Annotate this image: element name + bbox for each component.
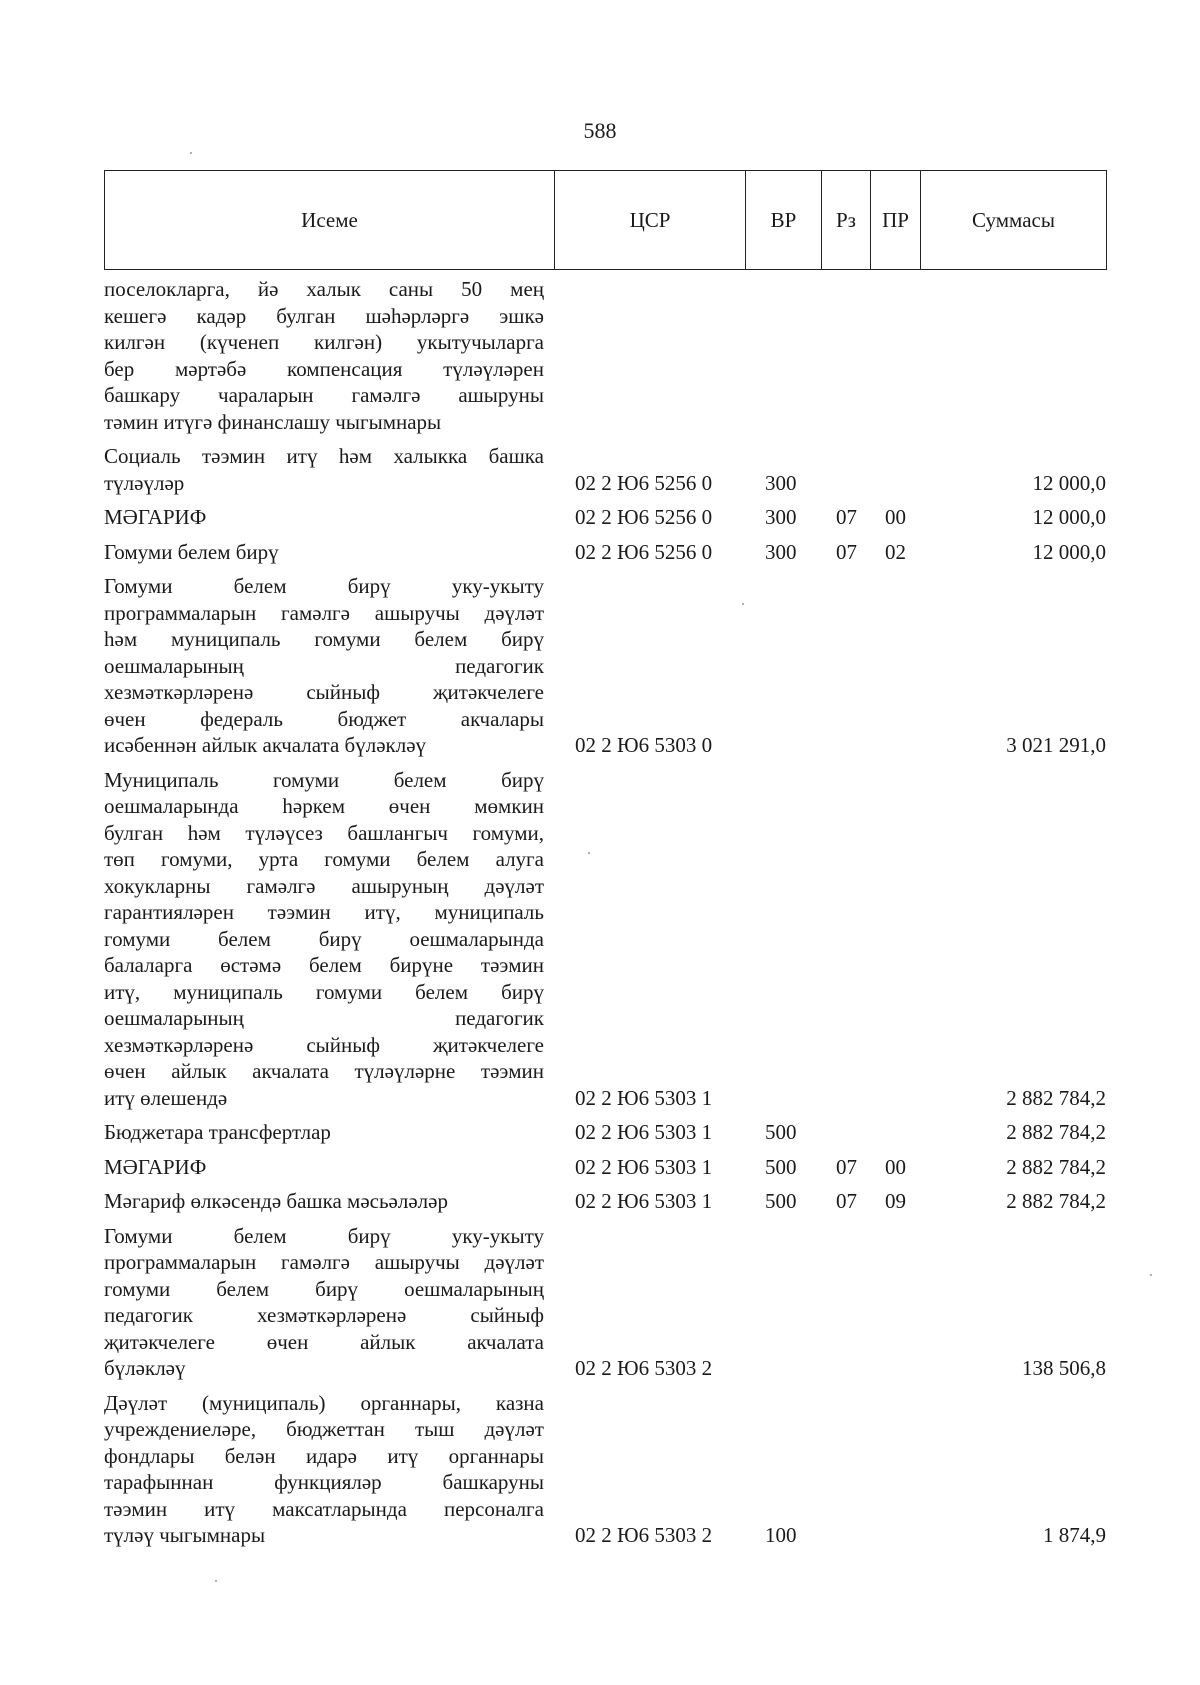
row-name: Муниципаль гомуми белем бирү оешмаларында һәркем өчен мөмкин булган һәм түләүсез башлангыч гомуми, төп гомуми, урта гомуми белем алуга хокукларны гамәлгә ашыруның дәүләт гарантияләрен тәэмин итү, муниципаль гомуми белем бирү оешмаларында балаларга өстәмә белем бирүне тәэмин итү, муниципаль гомуми белем бирү оешмаларының педагогик хезмәткәрләренә сыйныф җитәкчелеге өчен айлык акчалата түләүләрне тәэмин итү өлешендә (104, 767, 544, 1110)
cell-rz: 07 (836, 539, 857, 564)
row-name: Дәүләт (муниципаль) органнары, казна учреждениеләре, бюджеттан тыш дәүләт фондлары белән идарә итү органнары тарафыннан функцияләр башкаруны тәэмин итү максатларында персоналга түләү чыгымнары (104, 1390, 544, 1547)
cell-vr: 500 (765, 1120, 797, 1144)
row-name: МӘГАРИФ (104, 1154, 207, 1179)
cell-sum: 138 506,8 (1022, 1356, 1106, 1380)
cell-sum: 1 874,9 (1043, 1523, 1106, 1547)
cell-vr: 500 (765, 1189, 797, 1213)
cell-rz: 07 (836, 1154, 857, 1179)
cell-csr: 02 2 Ю6 5303 2 (575, 1523, 713, 1547)
table-body (104, 276, 1106, 1557)
cell-sum: 12 000,0 (1032, 470, 1106, 495)
header-csr: ЦСР (555, 171, 746, 270)
row-name: Бюджетара трансфертлар (104, 1120, 331, 1144)
table-row (104, 767, 1106, 1112)
cell-sum: 12 000,0 (1032, 539, 1106, 564)
row-name: Гомуми белем бирү уку-укыту программаларын гамәлгә ашыручы дәүләт һәм муниципаль гомуми белем бирү оешмаларының педагогик хезмәткәрләренә сыйныф җитәкчелеге өчен федераль бюджет акчалары исәбеннән айлык акчалата бүләкләү (104, 574, 544, 757)
scan-speck (190, 152, 192, 154)
header-rz: Рз (822, 171, 871, 270)
cell-vr: 300 (765, 539, 797, 564)
cell-vr: 500 (765, 1154, 797, 1179)
cell-rz: 07 (836, 505, 857, 529)
header-name: Исеме (105, 171, 555, 270)
scan-speck (1150, 1274, 1152, 1276)
cell-csr: 02 2 Ю6 5256 0 (575, 505, 713, 529)
cell-sum: 2 882 784,2 (1006, 1085, 1106, 1110)
table-row (104, 1390, 1106, 1549)
table-header (104, 170, 1107, 270)
page-number: 588 (583, 118, 617, 143)
cell-vr: 300 (765, 505, 797, 529)
row-name: Гомуми белем бирү (104, 539, 279, 564)
cell-csr: 02 2 Ю6 5303 1 (575, 1085, 713, 1110)
row-name: поселокларга, йә халык саны 50 мең кешегә кадәр булган шәһәрләргә эшкә килгән (күченеп килгән) укытучыларга бер мәртәбә компенсация түләүләрен башкару чараларын гамәлгә ашыруны тәмин итүгә финанслашу чыгымнары (104, 277, 544, 434)
row-name: Социаль тәэмин итү һәм халыкка башка түләүләр (104, 444, 544, 495)
cell-vr: 100 (765, 1523, 797, 1547)
cell-pr: 02 (885, 539, 906, 564)
cell-pr: 00 (885, 505, 906, 529)
table-row (104, 276, 1106, 435)
table-row (104, 573, 1106, 759)
cell-csr: 02 2 Ю6 5256 0 (575, 470, 713, 495)
cell-csr: 02 2 Ю6 5303 1 (575, 1189, 713, 1213)
row-name: МӘГАРИФ (104, 505, 207, 529)
cell-sum: 2 882 784,2 (1006, 1120, 1106, 1144)
scan-speck (742, 603, 744, 605)
table-row (104, 1223, 1106, 1382)
cell-sum: 12 000,0 (1032, 505, 1106, 529)
table-row (104, 443, 1106, 496)
cell-csr: 02 2 Ю6 5303 1 (575, 1154, 713, 1179)
table-row (104, 1154, 1106, 1181)
cell-pr: 00 (885, 1154, 906, 1179)
table-row (104, 504, 1106, 531)
table-row (104, 1188, 1106, 1215)
scan-speck (588, 852, 590, 854)
cell-pr: 09 (885, 1189, 906, 1213)
cell-sum: 2 882 784,2 (1006, 1189, 1106, 1213)
scan-speck (215, 1580, 217, 1582)
row-name: Гомуми белем бирү уку-укыту программаларын гамәлгә ашыручы дәүләт гомуми белем бирү оешмаларының педагогик хезмәткәрләренә сыйныф җитәкчелеге өчен айлык акчалата бүләкләү (104, 1223, 544, 1380)
cell-csr: 02 2 Ю6 5303 2 (575, 1356, 713, 1380)
cell-sum: 3 021 291,0 (1006, 733, 1106, 757)
header-sum: Суммасы (921, 171, 1107, 270)
cell-vr: 300 (765, 470, 797, 495)
cell-rz: 07 (836, 1189, 857, 1213)
cell-csr: 02 2 Ю6 5256 0 (575, 539, 713, 564)
table-row (104, 539, 1106, 566)
header-vr: ВР (746, 171, 822, 270)
header-pr: ПР (871, 171, 921, 270)
cell-csr: 02 2 Ю6 5303 0 (575, 733, 713, 757)
cell-sum: 2 882 784,2 (1006, 1154, 1106, 1179)
row-name: Мәгариф өлкәсендә башка мәсьәләләр (104, 1189, 448, 1213)
table-row (104, 1119, 1106, 1146)
cell-csr: 02 2 Ю6 5303 1 (575, 1120, 713, 1144)
